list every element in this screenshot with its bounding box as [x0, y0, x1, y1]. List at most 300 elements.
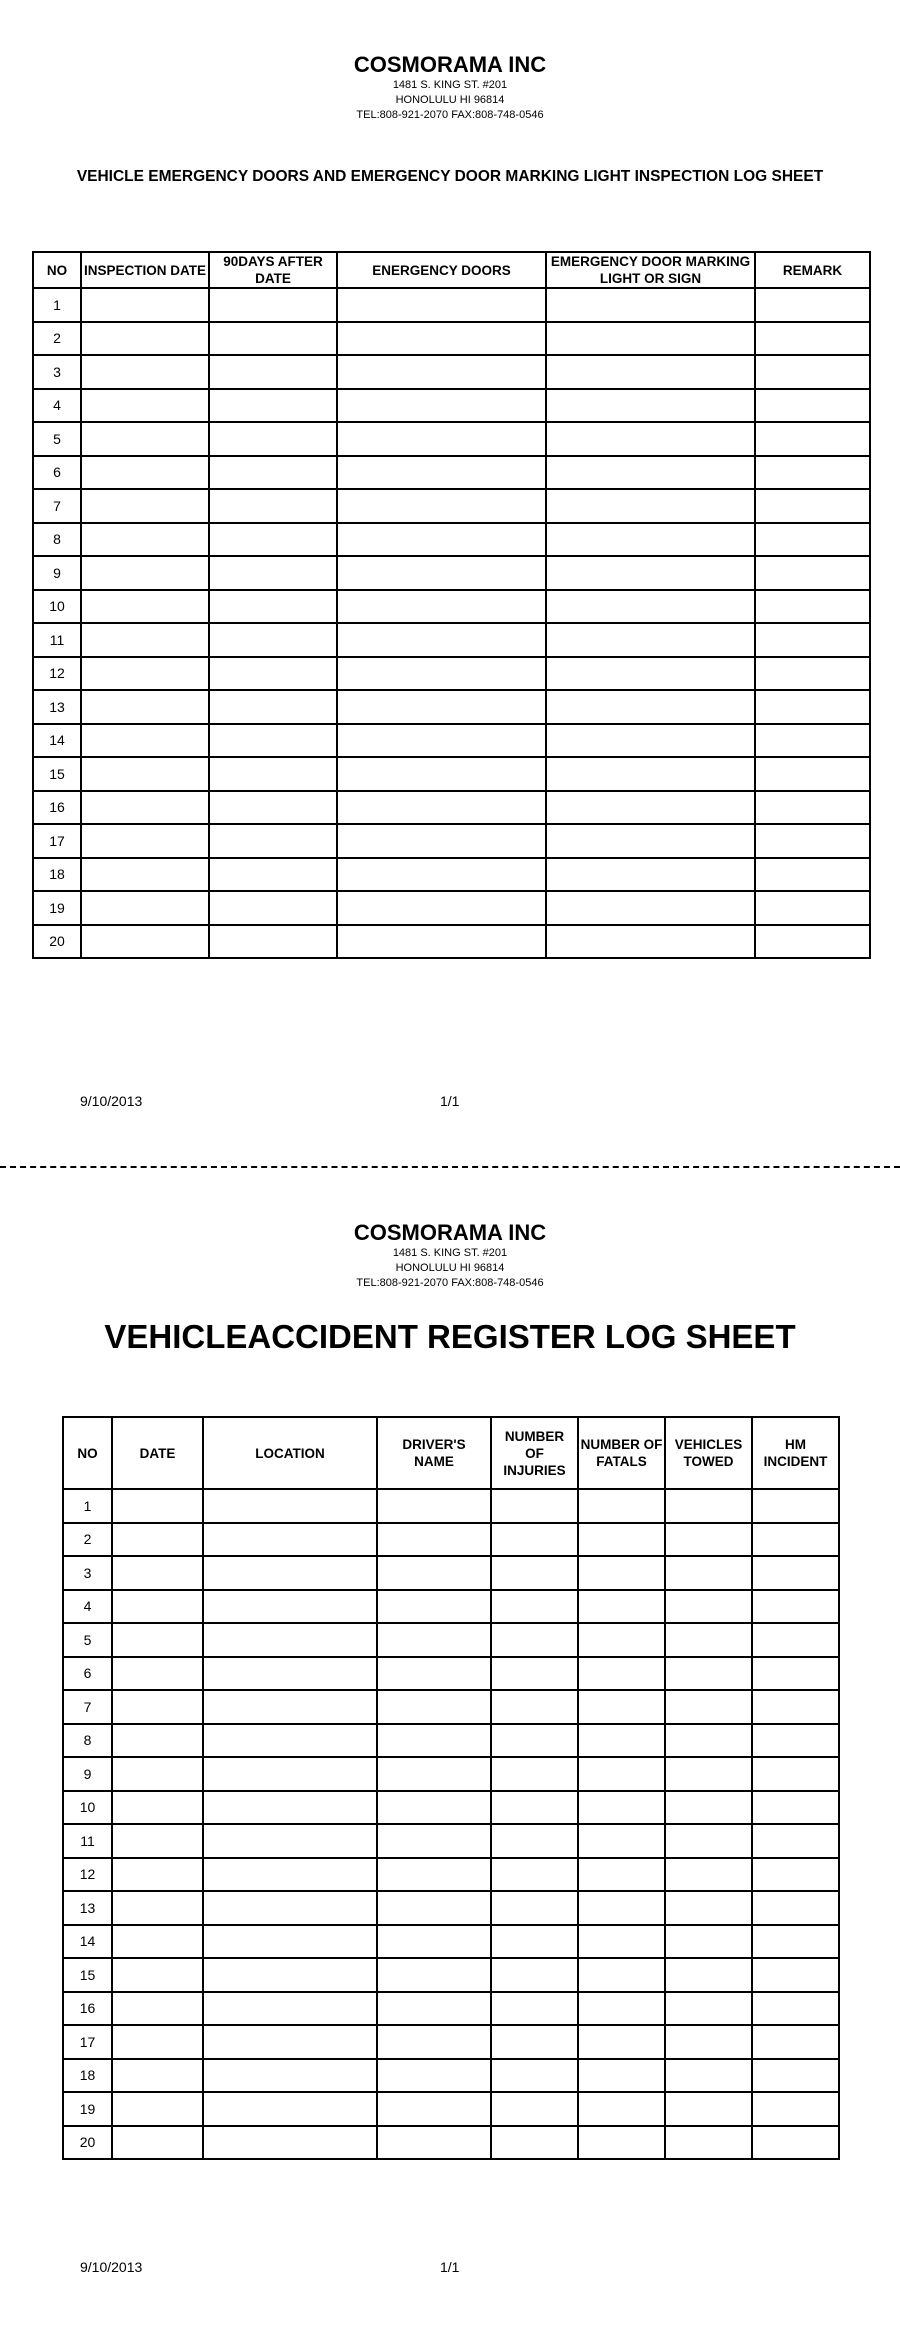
entry-cell[interactable] — [81, 523, 209, 557]
entry-cell[interactable] — [203, 1590, 377, 1624]
entry-cell[interactable] — [377, 2025, 491, 2059]
entry-cell[interactable] — [112, 1657, 203, 1691]
entry-cell[interactable] — [546, 355, 755, 389]
table-row — [33, 891, 870, 925]
entry-cell[interactable] — [377, 1489, 491, 1523]
entry-cell[interactable] — [755, 858, 870, 892]
entry-cell[interactable] — [337, 791, 546, 825]
entry-cell[interactable] — [491, 2126, 578, 2160]
entry-cell[interactable] — [81, 322, 209, 356]
entry-cell[interactable] — [209, 422, 337, 456]
entry-cell[interactable] — [752, 2126, 839, 2160]
entry-cell[interactable] — [81, 724, 209, 758]
entry-cell[interactable] — [752, 1724, 839, 1758]
entry-cell[interactable] — [377, 1523, 491, 1557]
entry-cell[interactable] — [752, 1891, 839, 1925]
entry-cell[interactable] — [755, 757, 870, 791]
entry-cell[interactable] — [491, 1891, 578, 1925]
entry-cell[interactable] — [665, 2025, 752, 2059]
entry-cell[interactable] — [546, 623, 755, 657]
row-number-cell: 11 — [63, 1824, 112, 1858]
entry-cell[interactable] — [337, 523, 546, 557]
entry-cell[interactable] — [81, 824, 209, 858]
entry-cell[interactable] — [665, 2092, 752, 2126]
entry-cell[interactable] — [491, 1690, 578, 1724]
entry-cell[interactable] — [578, 1791, 665, 1825]
row-number-cell: 13 — [33, 690, 81, 724]
entry-cell[interactable] — [337, 925, 546, 959]
entry-cell[interactable] — [752, 1556, 839, 1590]
entry-cell[interactable] — [337, 389, 546, 423]
entry-cell[interactable] — [209, 322, 337, 356]
row-number-cell: 18 — [63, 2059, 112, 2093]
entry-cell[interactable] — [665, 1891, 752, 1925]
entry-cell[interactable] — [665, 1657, 752, 1691]
entry-cell[interactable] — [665, 1690, 752, 1724]
row-number-cell: 17 — [33, 824, 81, 858]
table-row — [63, 1523, 839, 1557]
table-row — [63, 2025, 839, 2059]
table-row — [63, 2059, 839, 2093]
entry-cell[interactable] — [752, 2059, 839, 2093]
entry-cell[interactable] — [755, 891, 870, 925]
entry-cell[interactable] — [112, 1590, 203, 1624]
entry-cell[interactable] — [209, 590, 337, 624]
entry-cell[interactable] — [209, 724, 337, 758]
entry-cell[interactable] — [209, 757, 337, 791]
entry-cell[interactable] — [337, 724, 546, 758]
entry-cell[interactable] — [665, 2059, 752, 2093]
entry-cell[interactable] — [81, 556, 209, 590]
entry-cell[interactable] — [337, 422, 546, 456]
entry-cell[interactable] — [546, 724, 755, 758]
entry-cell[interactable] — [203, 1523, 377, 1557]
entry-cell[interactable] — [491, 1858, 578, 1892]
entry-cell[interactable] — [491, 1590, 578, 1624]
entry-cell[interactable] — [752, 1791, 839, 1825]
table-row — [33, 757, 870, 791]
entry-cell[interactable] — [578, 2059, 665, 2093]
entry-cell[interactable] — [203, 1824, 377, 1858]
entry-cell[interactable] — [578, 1992, 665, 2026]
entry-cell[interactable] — [81, 590, 209, 624]
entry-cell[interactable] — [377, 1623, 491, 1657]
entry-cell[interactable] — [337, 288, 546, 322]
row-number-cell: 6 — [63, 1657, 112, 1691]
entry-cell[interactable] — [203, 1556, 377, 1590]
entry-cell[interactable] — [337, 623, 546, 657]
entry-cell[interactable] — [203, 1724, 377, 1758]
entry-cell[interactable] — [491, 1992, 578, 2026]
entry-cell[interactable] — [752, 1623, 839, 1657]
table-row — [63, 1724, 839, 1758]
entry-cell[interactable] — [112, 1824, 203, 1858]
entry-cell[interactable] — [112, 2025, 203, 2059]
table-row — [63, 1958, 839, 1992]
table-row — [63, 1891, 839, 1925]
table-row — [33, 556, 870, 590]
entry-cell[interactable] — [665, 1858, 752, 1892]
entry-cell[interactable] — [755, 925, 870, 959]
entry-cell[interactable] — [665, 1958, 752, 1992]
inspection-log-table — [32, 251, 871, 959]
entry-cell[interactable] — [665, 1824, 752, 1858]
entry-cell[interactable] — [203, 1623, 377, 1657]
table-header-row — [63, 1417, 839, 1489]
entry-cell[interactable] — [337, 556, 546, 590]
entry-cell[interactable] — [81, 489, 209, 523]
entry-cell[interactable] — [209, 925, 337, 959]
document-title: VEHICLEACCIDENT REGISTER LOG SHEET — [104, 1318, 796, 1355]
row-number-cell: 3 — [33, 355, 81, 389]
entry-cell[interactable] — [491, 1958, 578, 1992]
entry-cell[interactable] — [337, 824, 546, 858]
entry-cell[interactable] — [81, 757, 209, 791]
entry-cell[interactable] — [665, 1489, 752, 1523]
entry-cell[interactable] — [491, 1824, 578, 1858]
row-number-cell: 5 — [63, 1623, 112, 1657]
entry-cell[interactable] — [752, 1958, 839, 1992]
entry-cell[interactable] — [203, 1992, 377, 2026]
entry-cell[interactable] — [755, 523, 870, 557]
entry-cell[interactable] — [491, 2025, 578, 2059]
entry-cell[interactable] — [203, 1891, 377, 1925]
entry-cell[interactable] — [112, 1858, 203, 1892]
entry-cell[interactable] — [546, 590, 755, 624]
entry-cell[interactable] — [377, 2126, 491, 2160]
entry-cell[interactable] — [377, 1590, 491, 1624]
entry-cell[interactable] — [377, 1958, 491, 1992]
entry-cell[interactable] — [665, 1791, 752, 1825]
entry-cell[interactable] — [377, 1657, 491, 1691]
entry-cell[interactable] — [81, 791, 209, 825]
entry-cell[interactable] — [112, 1925, 203, 1959]
entry-cell[interactable] — [377, 1791, 491, 1825]
column-header: DRIVER'S NAME — [377, 1417, 491, 1489]
entry-cell[interactable] — [337, 891, 546, 925]
column-header: VEHICLES TOWED — [665, 1417, 752, 1489]
entry-cell[interactable] — [337, 690, 546, 724]
table-row — [63, 1590, 839, 1624]
row-number-cell: 16 — [33, 791, 81, 825]
entry-cell[interactable] — [491, 1724, 578, 1758]
column-header: LOCATION — [203, 1417, 377, 1489]
entry-cell[interactable] — [578, 1590, 665, 1624]
row-number-cell: 7 — [33, 489, 81, 523]
entry-cell[interactable] — [578, 1958, 665, 1992]
table-body — [63, 1489, 839, 2159]
table-row — [63, 1925, 839, 1959]
row-number-cell: 4 — [63, 1590, 112, 1624]
entry-cell[interactable] — [755, 690, 870, 724]
entry-cell[interactable] — [81, 690, 209, 724]
page-break-divider — [0, 1166, 900, 1168]
entry-cell[interactable] — [112, 1724, 203, 1758]
entry-cell[interactable] — [752, 2092, 839, 2126]
entry-cell[interactable] — [81, 925, 209, 959]
entry-cell[interactable] — [491, 1791, 578, 1825]
entry-cell[interactable] — [209, 657, 337, 691]
entry-cell[interactable] — [546, 556, 755, 590]
entry-cell[interactable] — [112, 1891, 203, 1925]
entry-cell[interactable] — [578, 1891, 665, 1925]
entry-cell[interactable] — [578, 1523, 665, 1557]
entry-cell[interactable] — [203, 2092, 377, 2126]
entry-cell[interactable] — [491, 2092, 578, 2126]
entry-cell[interactable] — [81, 858, 209, 892]
entry-cell[interactable] — [578, 1690, 665, 1724]
company-address-line2: HONOLULU HI 96814 — [395, 1262, 505, 1274]
entry-cell[interactable] — [377, 1824, 491, 1858]
table-row — [33, 925, 870, 959]
table-row — [33, 657, 870, 691]
entry-cell[interactable] — [491, 1556, 578, 1590]
entry-cell[interactable] — [81, 891, 209, 925]
entry-cell[interactable] — [209, 891, 337, 925]
entry-cell[interactable] — [377, 1992, 491, 2026]
entry-cell[interactable] — [755, 623, 870, 657]
entry-cell[interactable] — [209, 791, 337, 825]
entry-cell[interactable] — [665, 1623, 752, 1657]
entry-cell[interactable] — [491, 1757, 578, 1791]
entry-cell[interactable] — [377, 2059, 491, 2093]
entry-cell[interactable] — [491, 1657, 578, 1691]
entry-cell[interactable] — [546, 690, 755, 724]
table-row — [63, 1489, 839, 1523]
table-row — [33, 590, 870, 624]
entry-cell[interactable] — [578, 2025, 665, 2059]
footer-page-number: 1/1 — [440, 2259, 460, 2275]
entry-cell[interactable] — [755, 657, 870, 691]
entry-cell[interactable] — [546, 523, 755, 557]
company-contact: TEL:808-921-2070 FAX:808-748-0546 — [356, 1277, 544, 1289]
entry-cell[interactable] — [209, 355, 337, 389]
row-number-cell: 14 — [33, 724, 81, 758]
entry-cell[interactable] — [665, 1925, 752, 1959]
entry-cell[interactable] — [665, 1992, 752, 2026]
entry-cell[interactable] — [546, 891, 755, 925]
entry-cell[interactable] — [209, 523, 337, 557]
entry-cell[interactable] — [578, 1489, 665, 1523]
entry-cell[interactable] — [752, 2025, 839, 2059]
entry-cell[interactable] — [203, 1757, 377, 1791]
entry-cell[interactable] — [337, 489, 546, 523]
entry-cell[interactable] — [112, 1556, 203, 1590]
entry-cell[interactable] — [337, 456, 546, 490]
entry-cell[interactable] — [752, 1489, 839, 1523]
entry-cell[interactable] — [377, 1757, 491, 1791]
entry-cell[interactable] — [337, 757, 546, 791]
entry-cell[interactable] — [112, 1489, 203, 1523]
entry-cell[interactable] — [377, 1556, 491, 1590]
entry-cell[interactable] — [752, 1757, 839, 1791]
entry-cell[interactable] — [337, 590, 546, 624]
entry-cell[interactable] — [755, 489, 870, 523]
entry-cell[interactable] — [491, 1489, 578, 1523]
entry-cell[interactable] — [81, 422, 209, 456]
entry-cell[interactable] — [578, 2126, 665, 2160]
entry-cell[interactable] — [81, 456, 209, 490]
row-number-cell: 8 — [33, 523, 81, 557]
entry-cell[interactable] — [203, 2126, 377, 2160]
row-number-cell: 7 — [63, 1690, 112, 1724]
entry-cell[interactable] — [546, 288, 755, 322]
entry-cell[interactable] — [203, 1657, 377, 1691]
entry-cell[interactable] — [377, 1925, 491, 1959]
entry-cell[interactable] — [209, 389, 337, 423]
entry-cell[interactable] — [209, 556, 337, 590]
entry-cell[interactable] — [546, 858, 755, 892]
table-row — [33, 791, 870, 825]
entry-cell[interactable] — [665, 2126, 752, 2160]
entry-cell[interactable] — [209, 824, 337, 858]
entry-cell[interactable] — [112, 1992, 203, 2026]
entry-cell[interactable] — [377, 2092, 491, 2126]
entry-cell[interactable] — [203, 1925, 377, 1959]
entry-cell[interactable] — [337, 322, 546, 356]
row-number-cell: 3 — [63, 1556, 112, 1590]
column-header: NUMBER OF FATALS — [578, 1417, 665, 1489]
entry-cell[interactable] — [377, 1690, 491, 1724]
entry-cell[interactable] — [546, 389, 755, 423]
entry-cell[interactable] — [665, 1556, 752, 1590]
entry-cell[interactable] — [203, 2059, 377, 2093]
entry-cell[interactable] — [752, 1992, 839, 2026]
row-number-cell: 10 — [63, 1791, 112, 1825]
entry-cell[interactable] — [546, 791, 755, 825]
entry-cell[interactable] — [578, 1623, 665, 1657]
entry-cell[interactable] — [203, 1958, 377, 1992]
entry-cell[interactable] — [209, 288, 337, 322]
entry-cell[interactable] — [337, 657, 546, 691]
table-body — [33, 288, 870, 958]
entry-cell[interactable] — [755, 355, 870, 389]
row-number-cell: 10 — [33, 590, 81, 624]
entry-cell[interactable] — [209, 858, 337, 892]
company-name: COSMORAMA INC — [353, 1220, 547, 1245]
entry-cell[interactable] — [578, 1657, 665, 1691]
entry-cell[interactable] — [755, 556, 870, 590]
entry-cell[interactable] — [752, 1657, 839, 1691]
entry-cell[interactable] — [337, 858, 546, 892]
entry-cell[interactable] — [578, 1757, 665, 1791]
entry-cell[interactable] — [752, 1858, 839, 1892]
row-number-cell: 19 — [33, 891, 81, 925]
table-row — [63, 1791, 839, 1825]
entry-cell[interactable] — [752, 1523, 839, 1557]
entry-cell[interactable] — [755, 389, 870, 423]
entry-cell[interactable] — [546, 322, 755, 356]
column-header: ENERGENCY DOORS — [337, 252, 546, 288]
entry-cell[interactable] — [209, 690, 337, 724]
entry-cell[interactable] — [112, 1757, 203, 1791]
entry-cell[interactable] — [755, 824, 870, 858]
entry-cell[interactable] — [81, 389, 209, 423]
entry-cell[interactable] — [203, 2025, 377, 2059]
entry-cell[interactable] — [665, 1724, 752, 1758]
entry-cell[interactable] — [546, 657, 755, 691]
entry-cell[interactable] — [112, 2092, 203, 2126]
column-header: EMERGENCY DOOR MARKING LIGHT OR SIGN — [546, 252, 755, 288]
row-number-cell: 1 — [63, 1489, 112, 1523]
entry-cell[interactable] — [752, 1824, 839, 1858]
entry-cell[interactable] — [665, 1523, 752, 1557]
entry-cell[interactable] — [755, 288, 870, 322]
entry-cell[interactable] — [337, 355, 546, 389]
entry-cell[interactable] — [491, 1623, 578, 1657]
row-number-cell: 2 — [63, 1523, 112, 1557]
table-row — [63, 1992, 839, 2026]
row-number-cell: 15 — [33, 757, 81, 791]
entry-cell[interactable] — [209, 623, 337, 657]
entry-cell[interactable] — [752, 1590, 839, 1624]
entry-cell[interactable] — [546, 757, 755, 791]
table-row — [33, 322, 870, 356]
entry-cell[interactable] — [112, 1958, 203, 1992]
entry-cell[interactable] — [752, 1925, 839, 1959]
entry-cell[interactable] — [491, 1925, 578, 1959]
entry-cell[interactable] — [546, 422, 755, 456]
entry-cell[interactable] — [203, 1489, 377, 1523]
table-row — [63, 2126, 839, 2160]
entry-cell[interactable] — [203, 1690, 377, 1724]
entry-cell[interactable] — [665, 1590, 752, 1624]
entry-cell[interactable] — [546, 925, 755, 959]
entry-cell[interactable] — [112, 1523, 203, 1557]
entry-cell[interactable] — [546, 824, 755, 858]
entry-cell[interactable] — [546, 456, 755, 490]
entry-cell[interactable] — [755, 322, 870, 356]
entry-cell[interactable] — [112, 2126, 203, 2160]
entry-cell[interactable] — [491, 1523, 578, 1557]
entry-cell[interactable] — [578, 1925, 665, 1959]
entry-cell[interactable] — [578, 1556, 665, 1590]
accident-register-table — [62, 1416, 840, 2160]
entry-cell[interactable] — [112, 1791, 203, 1825]
entry-cell[interactable] — [81, 288, 209, 322]
entry-cell[interactable] — [578, 1858, 665, 1892]
entry-cell[interactable] — [209, 489, 337, 523]
entry-cell[interactable] — [377, 1891, 491, 1925]
entry-cell[interactable] — [755, 456, 870, 490]
entry-cell[interactable] — [578, 2092, 665, 2126]
accident-register-sheet — [0, 1170, 900, 2330]
entry-cell[interactable] — [755, 791, 870, 825]
entry-cell[interactable] — [755, 422, 870, 456]
entry-cell[interactable] — [112, 2059, 203, 2093]
entry-cell[interactable] — [203, 1791, 377, 1825]
entry-cell[interactable] — [578, 1824, 665, 1858]
entry-cell[interactable] — [665, 1757, 752, 1791]
entry-cell[interactable] — [578, 1724, 665, 1758]
entry-cell[interactable] — [546, 489, 755, 523]
entry-cell[interactable] — [81, 623, 209, 657]
entry-cell[interactable] — [755, 724, 870, 758]
table-row — [63, 1824, 839, 1858]
entry-cell[interactable] — [81, 657, 209, 691]
entry-cell[interactable] — [203, 1858, 377, 1892]
entry-cell[interactable] — [209, 456, 337, 490]
entry-cell[interactable] — [752, 1690, 839, 1724]
entry-cell[interactable] — [377, 1858, 491, 1892]
entry-cell[interactable] — [112, 1690, 203, 1724]
entry-cell[interactable] — [81, 355, 209, 389]
entry-cell[interactable] — [377, 1724, 491, 1758]
entry-cell[interactable] — [491, 2059, 578, 2093]
entry-cell[interactable] — [112, 1623, 203, 1657]
entry-cell[interactable] — [755, 590, 870, 624]
table-row — [63, 1657, 839, 1691]
